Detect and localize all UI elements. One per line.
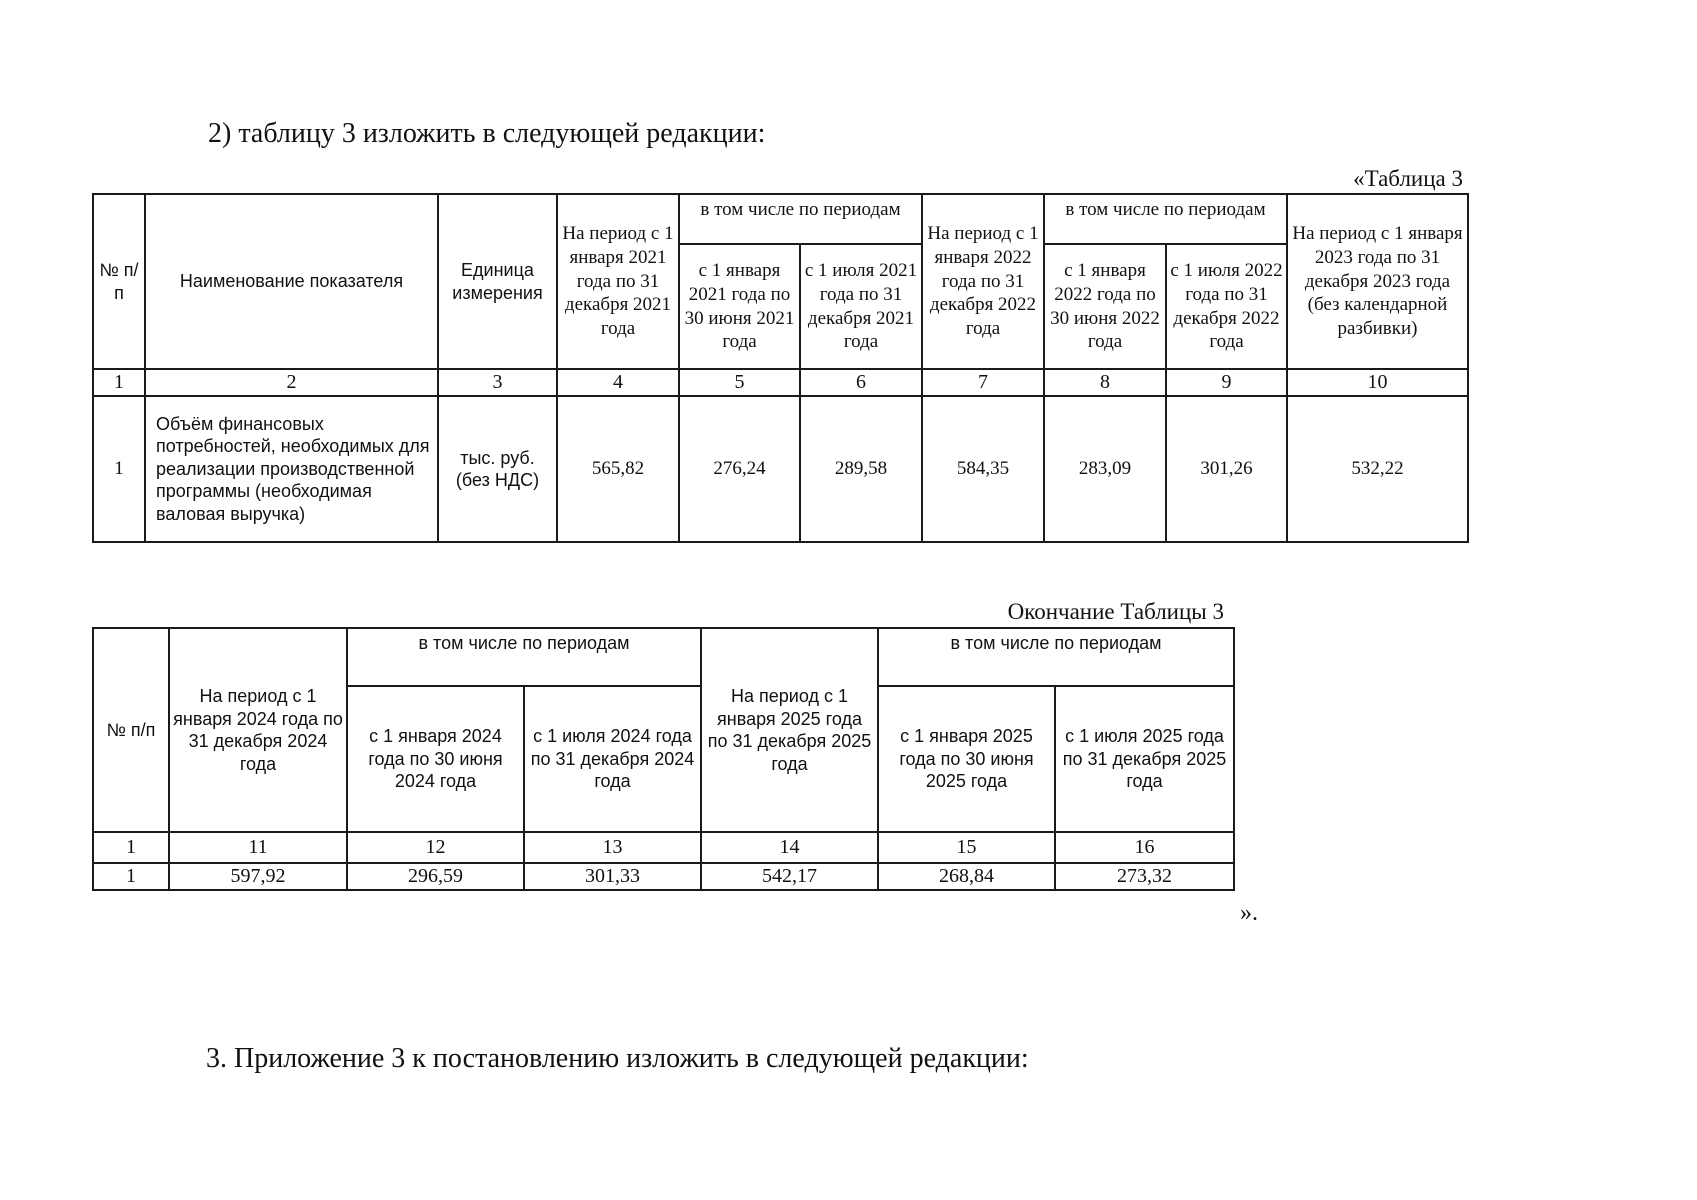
header-periods-2025: в том числе по периодам — [878, 628, 1234, 686]
header-num: № п/п — [93, 194, 145, 369]
header-period-2023: На период с 1 января 2023 года по 31 декабря 2023 года (без календарной разбивки) — [1287, 194, 1468, 369]
header-h1-2022: с 1 января 2022 года по 30 июня 2022 года — [1044, 244, 1166, 369]
table-3-continuation — [92, 627, 1235, 891]
row-indicator-name: Объём финансовых потребностей, необходимых для реализации производственной программы (необходимая валовая выручка) — [145, 396, 438, 542]
header-num: № п/п — [93, 628, 169, 832]
header-h1-2025: с 1 января 2025 года по 30 июня 2025 года — [878, 686, 1055, 832]
column-number: 13 — [524, 832, 701, 863]
column-number: 16 — [1055, 832, 1234, 863]
column-number: 9 — [1166, 369, 1287, 396]
column-number: 1 — [93, 369, 145, 396]
header-h1-2021: с 1 января 2021 года по 30 июня 2021 года — [679, 244, 800, 369]
value-cell: 532,22 — [1287, 396, 1468, 542]
header-h2-2022: с 1 июля 2022 года по 31 декабря 2022 года — [1166, 244, 1287, 369]
column-number: 12 — [347, 832, 524, 863]
row-unit: тыс. руб. (без НДС) — [438, 396, 557, 542]
column-number: 14 — [701, 832, 878, 863]
column-number: 1 — [93, 832, 169, 863]
value-cell: 273,32 — [1055, 863, 1234, 890]
value-cell: 268,84 — [878, 863, 1055, 890]
value-cell: 565,82 — [557, 396, 679, 542]
header-h2-2021: с 1 июля 2021 года по 31 декабря 2021 года — [800, 244, 922, 369]
table-row — [93, 863, 1234, 890]
table-row — [93, 396, 1468, 542]
column-number: 6 — [800, 369, 922, 396]
header-h2-2025: с 1 июля 2025 года по 31 декабря 2025 года — [1055, 686, 1234, 832]
column-number: 8 — [1044, 369, 1166, 396]
value-cell: 597,92 — [169, 863, 347, 890]
paragraph-2: 2) таблицу 3 изложить в следующей редакции: — [208, 118, 766, 149]
header-periods-2021: в том числе по периодам — [679, 194, 922, 244]
column-number: 15 — [878, 832, 1055, 863]
column-number: 2 — [145, 369, 438, 396]
value-cell: 276,24 — [679, 396, 800, 542]
value-cell: 296,59 — [347, 863, 524, 890]
column-number: 11 — [169, 832, 347, 863]
column-number: 7 — [922, 369, 1044, 396]
header-h2-2024: с 1 июля 2024 года по 31 декабря 2024 года — [524, 686, 701, 832]
header-h1-2024: с 1 января 2024 года по 30 июня 2024 года — [347, 686, 524, 832]
column-number: 4 — [557, 369, 679, 396]
value-cell: 283,09 — [1044, 396, 1166, 542]
header-periods-2022: в том числе по периодам — [1044, 194, 1287, 244]
header-period-2021: На период с 1 января 2021 года по 31 декабря 2021 года — [557, 194, 679, 369]
header-period-2024: На период с 1 января 2024 года по 31 декабря 2024 года — [169, 628, 347, 832]
table2-caption: Окончание Таблицы 3 — [1007, 599, 1224, 624]
value-cell: 301,26 — [1166, 396, 1287, 542]
value-cell: 289,58 — [800, 396, 922, 542]
value-cell: 584,35 — [922, 396, 1044, 542]
value-cell: 301,33 — [524, 863, 701, 890]
table1-caption: «Таблица 3 — [1353, 166, 1463, 191]
column-number: 3 — [438, 369, 557, 396]
row-num: 1 — [93, 396, 145, 542]
header-name: Наименование показателя — [145, 194, 438, 369]
row-num: 1 — [93, 863, 169, 890]
closing-quote: ». — [1240, 900, 1258, 926]
value-cell: 542,17 — [701, 863, 878, 890]
column-number: 5 — [679, 369, 800, 396]
paragraph-3: 3. Приложение 3 к постановлению изложить в следующей редакции: — [206, 1043, 1029, 1074]
header-period-2025: На период с 1 января 2025 года по 31 декабря 2025 года — [701, 628, 878, 832]
column-number: 10 — [1287, 369, 1468, 396]
header-periods-2024: в том числе по периодам — [347, 628, 701, 686]
table-3 — [92, 193, 1469, 543]
header-unit: Единица измерения — [438, 194, 557, 369]
header-period-2022: На период с 1 января 2022 года по 31 декабря 2022 года — [922, 194, 1044, 369]
